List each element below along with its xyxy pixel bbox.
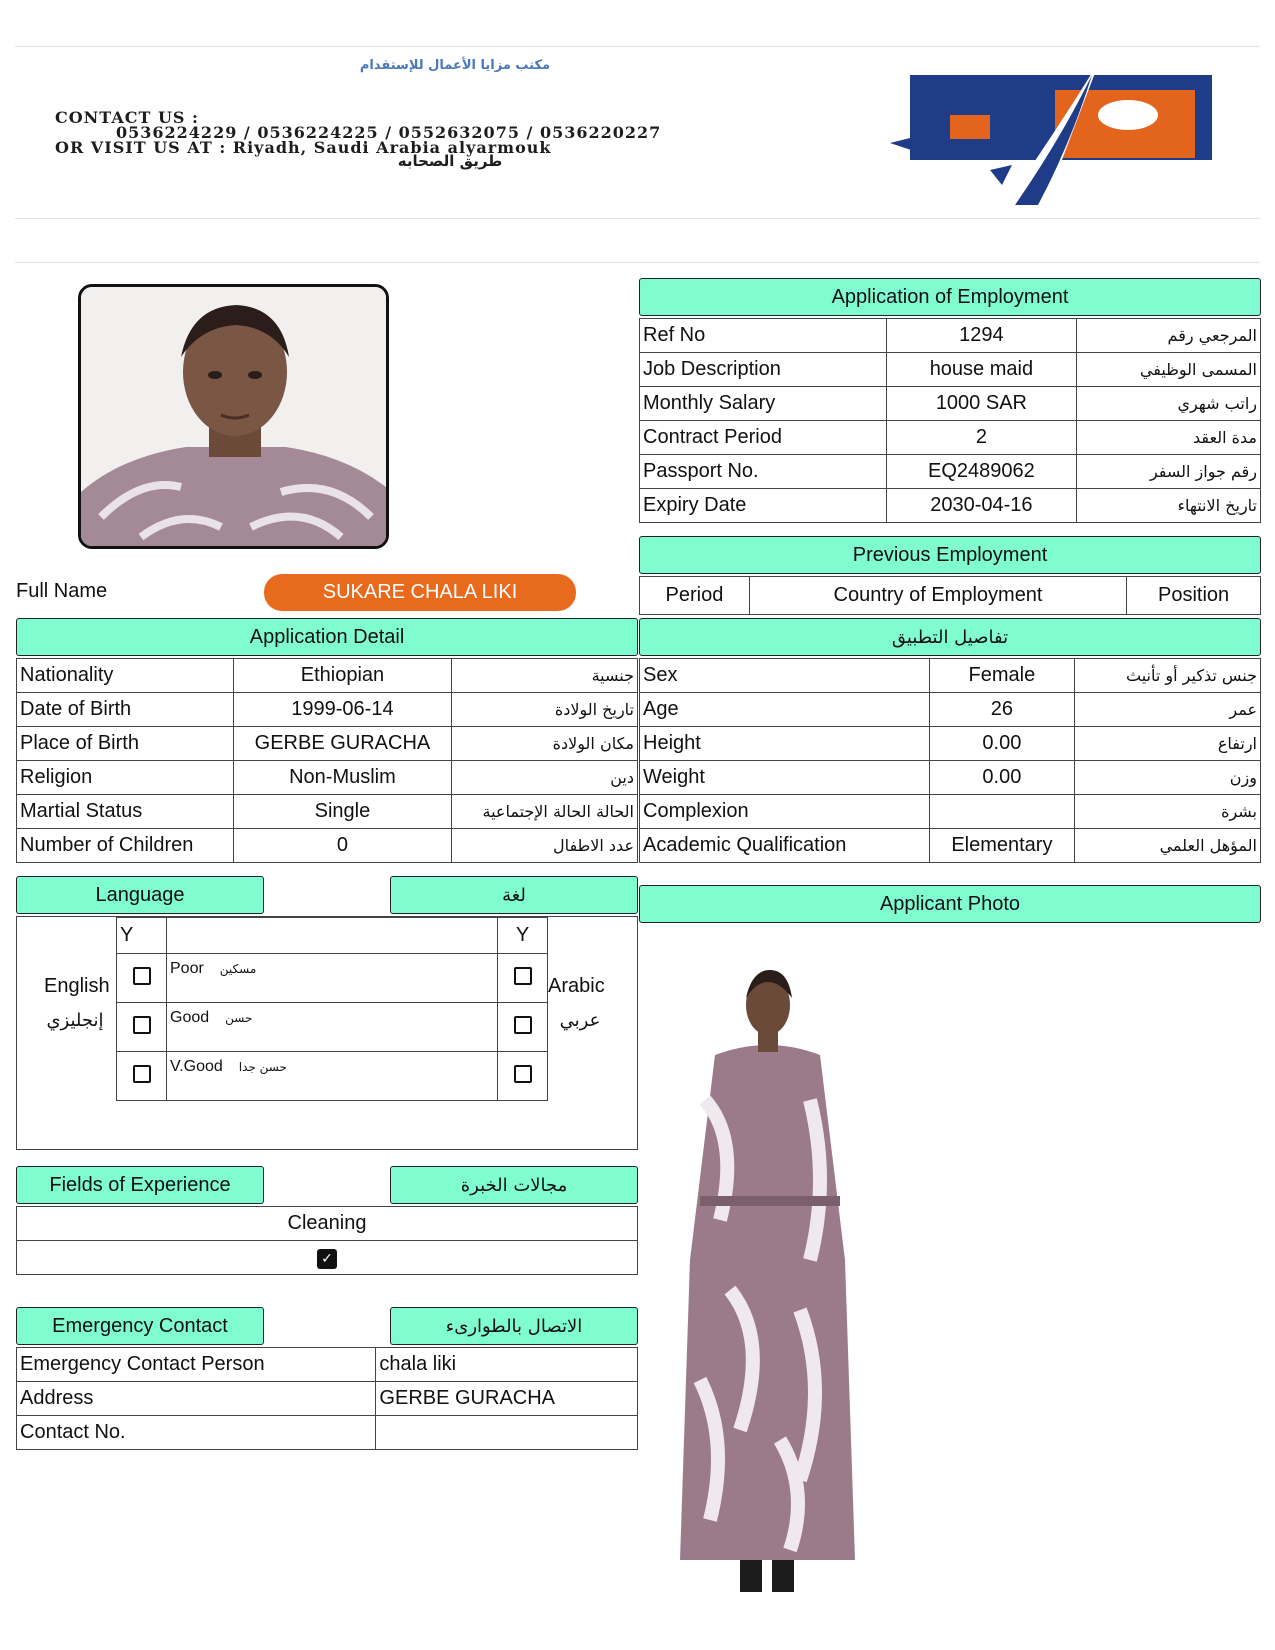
detail-value: 0.00	[929, 727, 1075, 761]
employment-row	[640, 455, 1261, 489]
emergency-value: GERBE GURACHA	[376, 1382, 638, 1416]
full-name-label: Full Name	[16, 580, 108, 602]
application-detail-header: Application Detail	[16, 618, 638, 656]
detail-row	[640, 727, 1261, 761]
employment-label-arabic: المسمى الوظيفي	[1077, 353, 1261, 387]
detail-value	[929, 795, 1075, 829]
detail-label: Weight	[640, 761, 930, 795]
employment-row	[640, 387, 1261, 421]
emergency-label: Address	[17, 1382, 376, 1416]
employment-label-arabic: راتب شهري	[1077, 387, 1261, 421]
english-label-arabic: إنجليزي	[46, 1010, 104, 1031]
detail-label: Complexion	[640, 795, 930, 829]
detail-label-arabic: عمر	[1075, 693, 1261, 727]
employment-label: Monthly Salary	[640, 387, 887, 421]
column-country: Country of Employment	[749, 577, 1126, 615]
detail-label-arabic: جنسية	[452, 659, 638, 693]
employment-value: house maid	[886, 353, 1077, 387]
employment-label: Contract Period	[640, 421, 887, 455]
detail-label-arabic: الحالة الحالة الإجتماعية	[452, 795, 638, 829]
detail-label-arabic: دين	[452, 761, 638, 795]
employment-value: 1294	[886, 319, 1077, 353]
detail-value: 0	[233, 829, 452, 863]
employment-value: 1000 SAR	[886, 387, 1077, 421]
contact-label: CONTACT US :	[55, 108, 199, 127]
detail-label-arabic: عدد الاطفال	[452, 829, 638, 863]
language-table	[116, 917, 548, 1101]
employment-row	[640, 319, 1261, 353]
column-period: Period	[640, 577, 750, 615]
detail-label: Age	[640, 693, 930, 727]
english-y-column: Y	[117, 918, 167, 954]
detail-label-arabic: ارتفاع	[1075, 727, 1261, 761]
emergency-row	[17, 1382, 638, 1416]
employment-row	[640, 353, 1261, 387]
street-arabic: طريق الصحابه	[397, 152, 503, 170]
detail-row	[640, 829, 1261, 863]
column-position: Position	[1127, 577, 1261, 615]
language-level-label: Poor	[170, 960, 204, 977]
emergency-table	[16, 1347, 638, 1450]
employment-row	[640, 421, 1261, 455]
employment-label-arabic: تاريخ الانتهاء	[1077, 489, 1261, 523]
emergency-row	[17, 1348, 638, 1382]
detail-value: Non-Muslim	[233, 761, 452, 795]
visit-line: OR VISIT US AT : Riyadh, Saudi Arabia alyarmouk	[55, 138, 552, 157]
employment-value: 2030-04-16	[886, 489, 1077, 523]
arabic-label: Arabic	[548, 975, 605, 997]
emergency-label: Emergency Contact Person	[17, 1348, 376, 1382]
detail-label-arabic: المؤهل العلمي	[1075, 829, 1261, 863]
employment-header: Application of Employment	[639, 278, 1261, 316]
detail-label: Place of Birth	[17, 727, 234, 761]
detail-label-arabic: جنس تذكير أو تأنيث	[1075, 659, 1261, 693]
applicant-portrait-photo	[78, 284, 389, 549]
experience-table	[16, 1206, 638, 1275]
detail-value: Elementary	[929, 829, 1075, 863]
emergency-header-arabic: الاتصال بالطوارىء	[390, 1307, 638, 1345]
arabic-level-checkbox[interactable]	[514, 967, 532, 985]
emergency-row	[17, 1416, 638, 1450]
employment-label: Expiry Date	[640, 489, 887, 523]
emergency-label: Contact No.	[17, 1416, 376, 1450]
detail-value: 26	[929, 693, 1075, 727]
language-header-arabic: لغة	[390, 876, 638, 914]
office-name-arabic: مكتب مزايا الأعمال للإستقدام	[359, 58, 551, 73]
language-level-label-arabic: حسن	[225, 1011, 253, 1025]
detail-row	[17, 829, 638, 863]
detail-label: Academic Qualification	[640, 829, 930, 863]
experience-header-arabic: مجالات الخبرة	[390, 1166, 638, 1204]
english-label: English	[44, 975, 110, 997]
detail-label: Nationality	[17, 659, 234, 693]
detail-label: Religion	[17, 761, 234, 795]
employment-value: 2	[886, 421, 1077, 455]
detail-row	[640, 795, 1261, 829]
previous-employment-header: Previous Employment	[639, 536, 1261, 574]
english-level-checkbox[interactable]	[133, 967, 151, 985]
detail-label-arabic: تاريخ الولادة	[452, 693, 638, 727]
language-level-label-arabic: حسن جدا	[238, 1060, 287, 1074]
detail-label: Date of Birth	[17, 693, 234, 727]
experience-header: Fields of Experience	[16, 1166, 264, 1204]
employment-label-arabic: رقم جواز السفر	[1077, 455, 1261, 489]
employment-table	[639, 318, 1261, 523]
emergency-value	[376, 1416, 638, 1450]
english-level-checkbox[interactable]	[133, 1065, 151, 1083]
detail-value: GERBE GURACHA	[233, 727, 452, 761]
detail-label: Martial Status	[17, 795, 234, 829]
detail-label-arabic: وزن	[1075, 761, 1261, 795]
arabic-y-column: Y	[498, 918, 548, 954]
detail-row	[640, 693, 1261, 727]
experience-checkbox[interactable]: ✓	[317, 1249, 337, 1269]
arabic-level-checkbox[interactable]	[514, 1065, 532, 1083]
detail-row	[17, 693, 638, 727]
application-detail-right-table	[639, 658, 1261, 863]
detail-row	[640, 761, 1261, 795]
detail-value: Single	[233, 795, 452, 829]
application-detail-left-table	[16, 658, 638, 863]
language-level-label: V.Good	[170, 1058, 223, 1075]
language-level-row	[117, 1052, 548, 1101]
employment-label-arabic: المرجعي رقم	[1077, 319, 1261, 353]
language-level-label: Good	[170, 1009, 210, 1026]
language-level-row	[117, 1003, 548, 1052]
detail-row	[17, 727, 638, 761]
employment-label: Ref No	[640, 319, 887, 353]
application-detail-header-arabic: تفاصيل التطبيق	[639, 618, 1261, 656]
detail-value: Female	[929, 659, 1075, 693]
emergency-value: chala liki	[376, 1348, 638, 1382]
arabic-level-checkbox[interactable]	[514, 1016, 532, 1034]
english-level-checkbox[interactable]	[133, 1016, 151, 1034]
experience-field: Cleaning	[17, 1207, 638, 1241]
detail-label: Number of Children	[17, 829, 234, 863]
detail-label-arabic: بشرة	[1075, 795, 1261, 829]
detail-row	[17, 795, 638, 829]
applicant-full-body-photo	[660, 960, 875, 1610]
previous-employment-table	[639, 576, 1261, 615]
detail-value: 1999-06-14	[233, 693, 452, 727]
emergency-header: Emergency Contact	[16, 1307, 264, 1345]
detail-value: 0.00	[929, 761, 1075, 795]
contact-phones: 0536224229 / 0536224225 / 0552632075 / 0536220227	[116, 123, 662, 142]
employment-label: Passport No.	[640, 455, 887, 489]
company-logo	[880, 55, 1240, 210]
detail-value: Ethiopian	[233, 659, 452, 693]
applicant-photo-header: Applicant Photo	[639, 885, 1261, 923]
arabic-label-arabic: عربي	[559, 1010, 601, 1031]
employment-label: Job Description	[640, 353, 887, 387]
detail-label: Sex	[640, 659, 930, 693]
detail-row	[17, 659, 638, 693]
language-header: Language	[16, 876, 264, 914]
employment-row	[640, 489, 1261, 523]
detail-row	[17, 761, 638, 795]
detail-label: Height	[640, 727, 930, 761]
detail-row	[640, 659, 1261, 693]
full-name-value: SUKARE CHALA LIKI	[264, 574, 576, 611]
language-level-row	[117, 954, 548, 1003]
language-level-label-arabic: مسكين	[219, 962, 257, 976]
employment-value: EQ2489062	[886, 455, 1077, 489]
detail-label-arabic: مكان الولادة	[452, 727, 638, 761]
employment-label-arabic: مدة العقد	[1077, 421, 1261, 455]
